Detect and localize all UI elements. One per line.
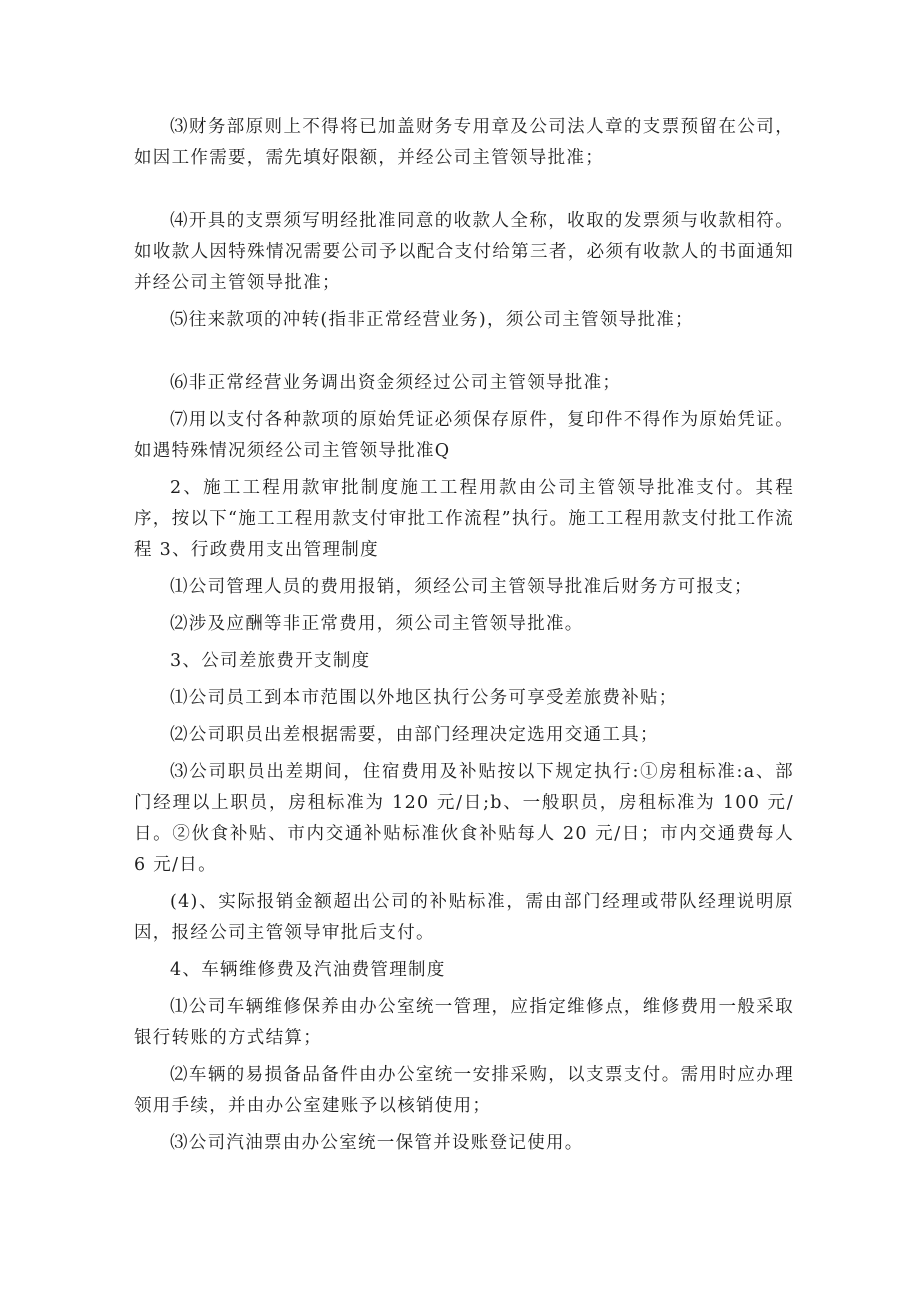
paragraph-5-account-offset: ⑸往来款项的冲转(指非正常经营业务)，须公司主管领导批准； bbox=[170, 310, 694, 330]
paragraph-vehicle-2: ⑵车辆的易损备品备件由办公室统一安排采购，以支票支付。需用时应办理领用手续，并由办公室建账予以核销使用； bbox=[134, 1065, 794, 1116]
paragraph-3-cheque-reserve: ⑶财务部原则上不得将已加盖财务专用章及公司法人章的支票预留在公司，如因工作需要，需先填好限额，并经公司主管领导批准； bbox=[134, 117, 794, 168]
paragraph-travel-4: (4)、实际报销金额超出公司的补贴标准，需由部门经理或带队经理说明原因，报经公司主管领导审批后支付。 bbox=[134, 892, 794, 943]
paragraph-travel-2: ⑵公司职员出差根据需要，由部门经理决定选用交通工具； bbox=[170, 725, 659, 745]
paragraph-6-fund-transfer: ⑹非正常经营业务调出资金须经过公司主管领导批准； bbox=[170, 373, 622, 393]
paragraph-vehicle-1: ⑴公司车辆维修保养由办公室统一管理，应指定维修点，维修费用一般采取银行转账的方式结算； bbox=[134, 997, 794, 1048]
paragraph-4-cheque-payee: ⑷开具的支票须写明经批准同意的收款人全称，收取的发票须与收款相符。如收款人因特殊情况需要公司予以配合支付给第三者，必须有收款人的书面通知并经公司主管领导批准； bbox=[134, 211, 794, 293]
paragraph-admin-expense-1: ⑴公司管理人员的费用报销，须经公司主管领导批准后财务方可报支； bbox=[170, 577, 753, 597]
paragraph-admin-expense-2: ⑵涉及应酬等非正常费用，须公司主管领导批准。 bbox=[170, 614, 584, 634]
paragraph-travel-1: ⑴公司员工到本市范围以外地区执行公务可享受差旅费补贴； bbox=[170, 688, 678, 708]
paragraph-vehicle-3: ⑶公司汽油票由办公室统一保管并设账登记使用。 bbox=[170, 1133, 584, 1153]
paragraph-construction-payment: 2、施工工程用款审批制度施工工程用款由公司主管领导批准支付。其程序，按以下“施工工程用款支付审批工作流程”执行。施工工程用款支付批工作流程 3、行政费用支出管理制度 bbox=[134, 478, 794, 560]
heading-vehicle-expense: 4、车辆维修费及汽油费管理制度 bbox=[170, 960, 446, 980]
paragraph-7-original-voucher: ⑺用以支付各种款项的原始凭证必须保存原件，复印件不得作为原始凭证。如遇特殊情况须经公司主管领导批准Q bbox=[134, 410, 794, 461]
paragraph-travel-3: ⑶公司职员出差期间，住宿费用及补贴按以下规定执行:①房租标准:a、部门经理以上职员，房租标准为 120 元/日;b、一般职员，房租标准为 100 元/日。②伙食补贴、市内交通补贴标准伙食补贴每人 20 元/日；市内交通费每人 6 元/日。 bbox=[134, 762, 794, 875]
document-body bbox=[134, 112, 794, 1159]
heading-travel-expense: 3、公司差旅费开支制度 bbox=[170, 651, 371, 671]
